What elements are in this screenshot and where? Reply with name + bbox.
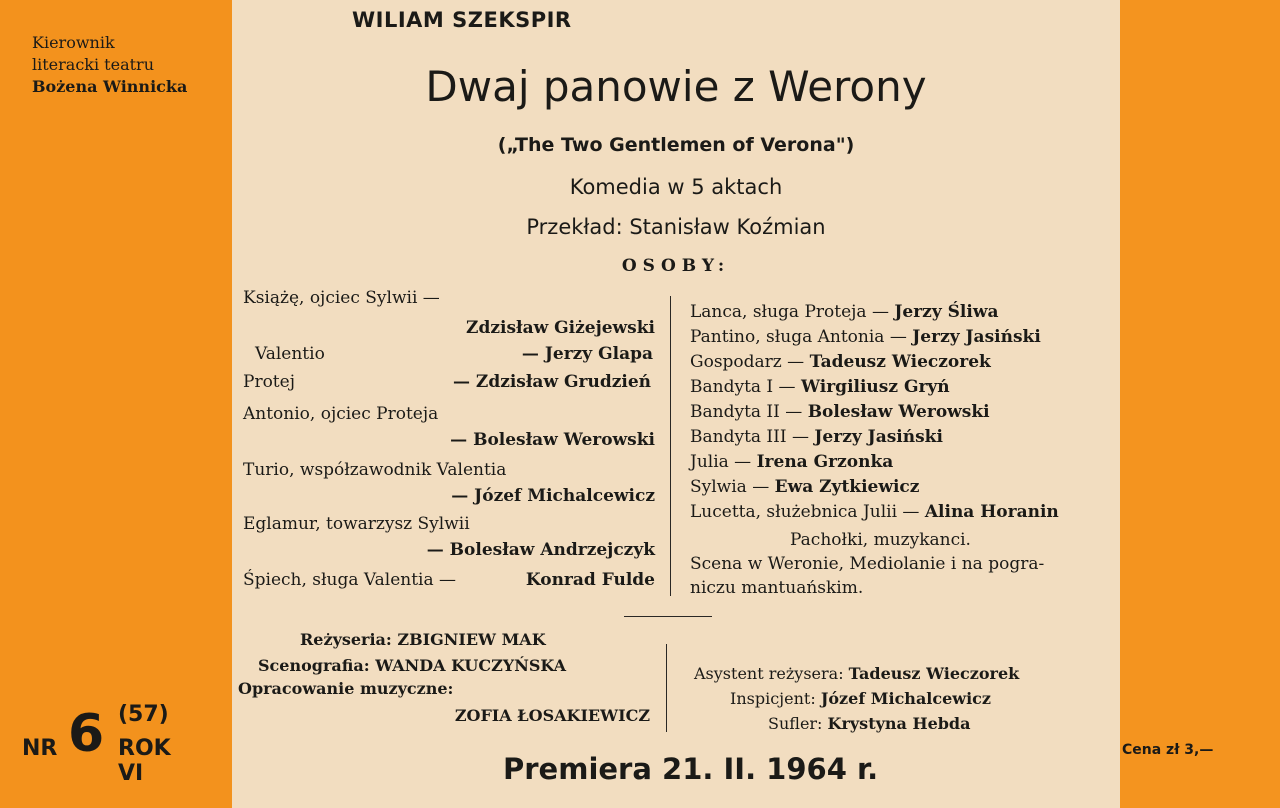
cast-role: Lucetta, służebnica Julii — bbox=[690, 502, 920, 522]
crew-role: Inspicjent: bbox=[730, 689, 816, 708]
crew-role: Asystent reżysera: bbox=[694, 664, 844, 683]
issue-total: (57) bbox=[118, 702, 169, 727]
cast-role: Protej bbox=[243, 372, 295, 392]
cast-role: Valentio bbox=[255, 344, 325, 364]
cast-role: Eglamur, towarzysz Sylwii bbox=[243, 514, 470, 534]
cast-row bbox=[690, 327, 1041, 347]
cast-role: Sylwia — bbox=[690, 477, 770, 497]
issue-year: ROK VI bbox=[118, 736, 171, 786]
cast-row bbox=[690, 477, 919, 497]
cast-role: Julia — bbox=[690, 452, 752, 472]
issue-number: 6 bbox=[68, 704, 105, 764]
cast-actor: Zdzisław Giżejewski bbox=[466, 318, 655, 338]
crew-column-divider bbox=[666, 644, 667, 732]
cast-left-column bbox=[243, 288, 655, 598]
literary-manager-credit bbox=[32, 32, 187, 98]
cast-role: Turio, współzawodnik Valentia bbox=[243, 460, 507, 480]
crew-name: Józef Michalcewicz bbox=[820, 689, 991, 708]
cast-actor: Bolesław Werowski bbox=[807, 402, 990, 422]
cast-row bbox=[522, 344, 653, 364]
cast-actor: — Zdzisław Grudzień bbox=[452, 372, 651, 392]
crew-row bbox=[730, 689, 991, 708]
cast-row bbox=[243, 514, 470, 534]
cast-role: Pantino, sługa Antonia — bbox=[690, 327, 907, 347]
crew-name: Krystyna Hebda bbox=[827, 714, 971, 733]
cast-role: Antonio, ojciec Proteja bbox=[243, 404, 439, 424]
right-orange-band bbox=[1120, 0, 1280, 808]
set-design-credit: Scenografia: WANDA KUCZYŃSKA bbox=[258, 656, 567, 675]
cast-actor: Jerzy Jasiński bbox=[814, 427, 943, 447]
section-divider bbox=[624, 616, 712, 617]
cast-right-column bbox=[690, 302, 1110, 602]
cast-column-divider bbox=[670, 296, 671, 596]
cast-role: Książę, ojciec Sylwii — bbox=[243, 288, 440, 308]
cast-row bbox=[690, 452, 893, 472]
cast-row bbox=[453, 372, 651, 392]
cast-actor: Jerzy Jasiński bbox=[912, 327, 1041, 347]
cast-actor: Jerzy Śliwa bbox=[894, 302, 999, 322]
cast-actor: — Bolesław Andrzejczyk bbox=[426, 540, 655, 560]
play-subtitle: („The Two Gentlemen of Verona") bbox=[497, 134, 855, 156]
author-name: WILIAM SZEKSPIR bbox=[352, 8, 572, 32]
crew-row bbox=[694, 664, 1019, 683]
director-credit: Reżyseria: ZBIGNIEW MAK bbox=[300, 630, 546, 649]
cast-role: Bandyta III — bbox=[690, 427, 809, 447]
cast-actor: — Jerzy Glapa bbox=[521, 344, 653, 364]
cast-row bbox=[690, 302, 998, 322]
play-title: Dwaj panowie z Werony bbox=[425, 62, 927, 111]
cast-actor: Tadeusz Wieczorek bbox=[809, 352, 991, 372]
cast-row bbox=[690, 402, 990, 422]
cast-actor: — Bolesław Werowski bbox=[450, 430, 655, 450]
crew-right-block bbox=[690, 664, 1110, 744]
translation-credit: Przekład: Stanisław Koźmian bbox=[526, 215, 826, 239]
cast-row bbox=[466, 318, 655, 338]
extras-line: Pachołki, muzykanci. bbox=[790, 530, 971, 550]
crew-row bbox=[768, 714, 970, 733]
cast-row bbox=[243, 460, 506, 480]
play-genre: Komedia w 5 aktach bbox=[569, 175, 783, 199]
credit-name: Bożena Winnicka bbox=[32, 77, 188, 96]
issue-prefix: NR bbox=[22, 736, 58, 761]
cast-row bbox=[690, 377, 950, 397]
cast-row bbox=[451, 486, 655, 506]
cast-row bbox=[690, 427, 943, 447]
cast-row bbox=[243, 372, 295, 392]
credit-line-2: literacki teatru bbox=[32, 55, 154, 74]
cast-actor: Konrad Fulde bbox=[525, 570, 655, 590]
left-orange-band bbox=[0, 0, 232, 808]
credit-line-1: Kierownik bbox=[32, 33, 115, 52]
cast-row bbox=[450, 430, 655, 450]
cast-row bbox=[243, 404, 438, 424]
cast-row bbox=[690, 502, 1059, 522]
cast-role: Lanca, sługa Proteja — bbox=[690, 302, 889, 322]
cast-row bbox=[427, 540, 655, 560]
cast-actor: Irena Grzonka bbox=[756, 452, 894, 472]
cast-row bbox=[690, 352, 991, 372]
cast-role: Gospodarz — bbox=[690, 352, 805, 372]
cast-actor: Ewa Zytkiewicz bbox=[774, 477, 920, 497]
cast-row bbox=[255, 344, 325, 364]
music-credit-name: ZOFIA ŁOSAKIEWICZ bbox=[454, 706, 650, 725]
premiere-date: Premiera 21. II. 1964 r. bbox=[503, 752, 879, 786]
price-label: Cena zł 3,— bbox=[1122, 742, 1214, 758]
setting-line: Scena w Weronie, Mediolanie i na pogra- bbox=[690, 554, 1045, 574]
cast-role: Bandyta II — bbox=[690, 402, 803, 422]
setting-line: niczu mantuańskim. bbox=[690, 578, 864, 598]
cast-row bbox=[243, 570, 456, 590]
crew-left-block bbox=[236, 630, 656, 730]
cast-actor: Alina Horanin bbox=[924, 502, 1059, 522]
cast-row bbox=[243, 288, 440, 308]
cast-heading: OSOBY: bbox=[621, 256, 731, 276]
cast-actor: Wirgiliusz Gryń bbox=[800, 377, 950, 397]
cast-role: Śpiech, sługa Valentia — bbox=[243, 570, 457, 590]
cast-actor: — Józef Michalcewicz bbox=[451, 486, 655, 506]
crew-name: Tadeusz Wieczorek bbox=[848, 664, 1020, 683]
cast-role: Bandyta I — bbox=[690, 377, 796, 397]
music-credit-label: Opracowanie muzyczne: bbox=[238, 679, 454, 698]
crew-role: Sufler: bbox=[768, 714, 823, 733]
cast-row bbox=[526, 570, 655, 590]
